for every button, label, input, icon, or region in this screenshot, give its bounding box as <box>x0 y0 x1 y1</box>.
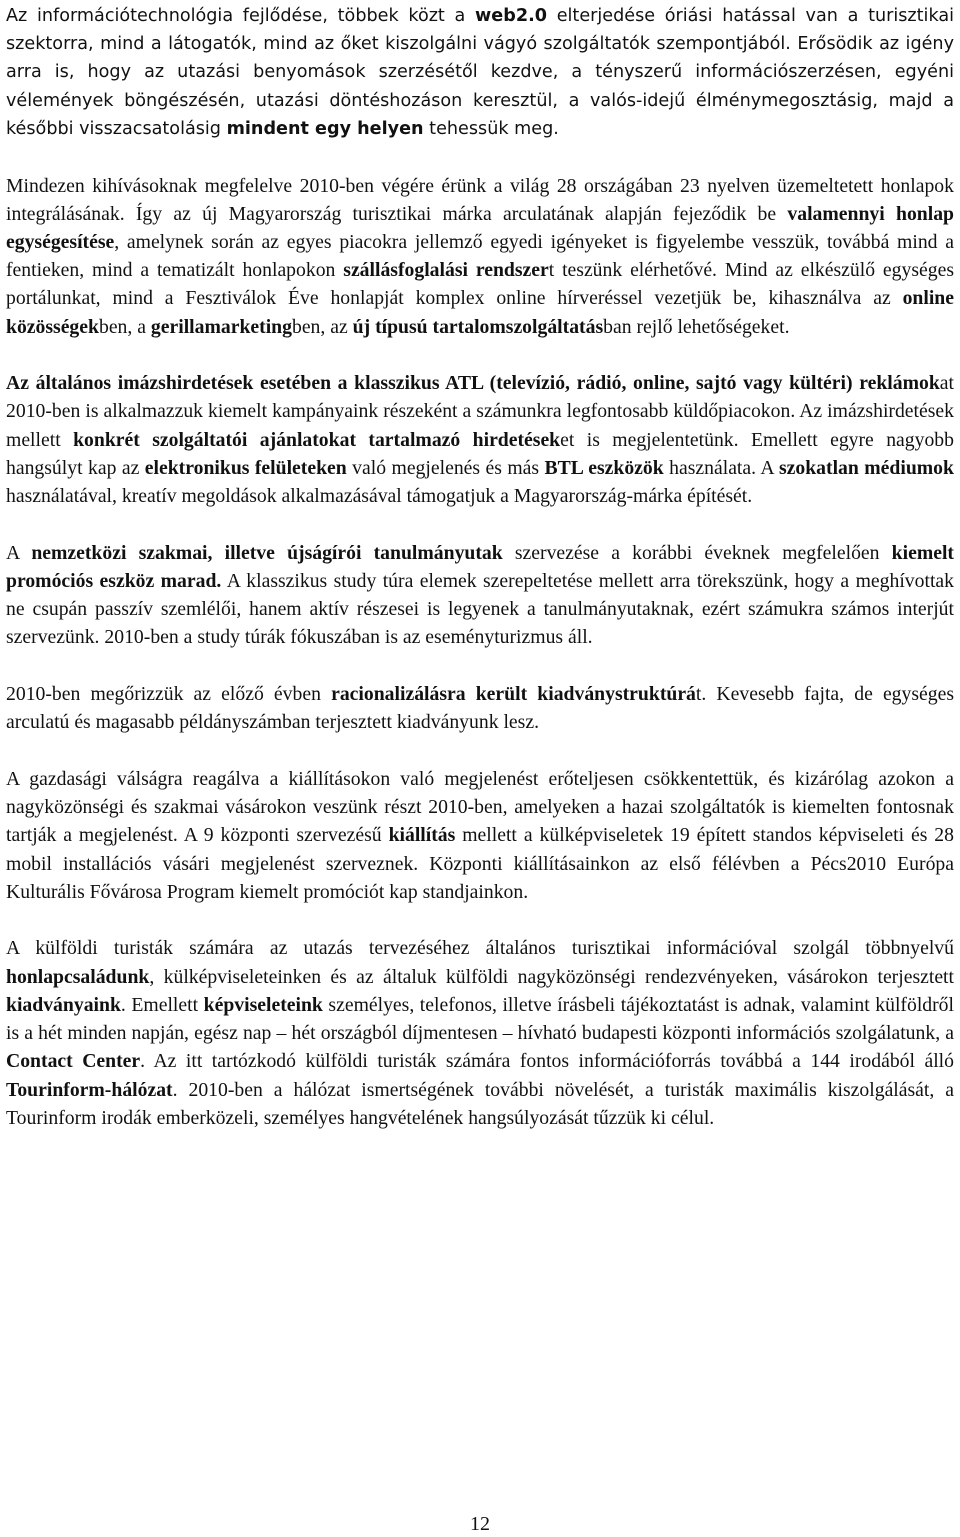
text-run: tehessük meg. <box>423 118 559 139</box>
text-run: A klasszikus study túra elemek szerepeltetése mellett arra törekszünk, hogy a meghívottak ne csupán passzív szemlélői, hanem aktív részesei is legyenek a tanulmányutaknak, ezért számukra számos interjút szervezünk. 2010-ben a study túrák fókuszában is az eseményturizmus áll. <box>6 569 954 649</box>
text-run: ben, az <box>291 315 353 338</box>
paragraph-website-integration <box>6 172 954 341</box>
bold-phrase: kiemelt promóciós eszköz marad. <box>6 541 954 592</box>
text-run: használatával, kreatív megoldások alkalmazásával támogatjuk a Magyarország-márka építését. <box>6 485 753 508</box>
text-run: való megjelenés és más <box>346 456 545 479</box>
text-run: . Emellett <box>120 993 204 1016</box>
text-run: . 2010-ben a hálózat ismertségének további növelését, a turisták maximális kiszolgálását, a Tourinform irodák emberközeli, személyes hangvételének hangsúlyozását tűzzük ki célul. <box>6 1078 954 1129</box>
bold-phrase: új típusú tartalomszolgáltatás <box>352 315 604 338</box>
text-run: t. Kevesebb fajta, de egységes arculatú és magasabb példányszámban terjesztett kiadványunk lesz. <box>6 683 955 734</box>
paragraph-web2 <box>6 2 954 143</box>
text-run: t teszünk elérhetővé. Mind az elkészülő egységes portálunkat, mind a Fesztiválok Éve honlapját komplex online hírveréssel vezetjük be, kihasználva az <box>6 259 954 310</box>
bold-phrase: konkrét szolgáltatói ajánlatokat tartalmazó hirdetések <box>73 428 561 451</box>
page-number: 12 <box>470 1513 490 1535</box>
bold-phrase: nemzetközi szakmai, illetve újságírói tanulmányutak <box>31 541 503 564</box>
bold-phrase: honlapcsaládunk <box>6 965 150 988</box>
bold-phrase: elektronikus felületeken <box>144 456 347 479</box>
text-run: , külképviseleteinken és az általuk külföldi nagyközönségi rendezvényeken, vásárokon terjesztett <box>149 965 954 988</box>
text-run: at 2010-ben is alkalmazzuk kiemelt kampányaink részeként a számunkra legfontosabb küldőpiacokon. Az imázshirdetések mellett <box>6 372 954 451</box>
bold-phrase: mindent egy helyen <box>226 118 424 139</box>
bold-phrase: Contact Center <box>6 1050 141 1073</box>
text-run: használata. A <box>663 456 779 479</box>
bold-phrase: képviseleteink <box>203 993 323 1016</box>
text-run: et is megjelentetünk. Emellett egyre nagyobb hangsúlyt kap az <box>6 428 954 479</box>
paragraph-publications <box>6 680 954 736</box>
bold-phrase: gerillamarketing <box>150 315 292 338</box>
text-run: Mindezen kihívásoknak megfelelve 2010-ben végére érünk a világ 28 országában 23 nyelven üzemeltetett honlapok integrálásának. Így az új Magyarország turisztikai márka arculatának alapján fejeződik be <box>6 174 954 225</box>
bold-phrase: szokatlan médiumok <box>778 456 954 479</box>
bold-phrase: Tourinform-hálózat <box>6 1078 173 1101</box>
paragraph-exhibitions <box>6 765 954 906</box>
text-run: 2010-ben megőrizzük az előző évben <box>6 683 332 706</box>
text-run: A gazdasági válságra reagálva a kiállításokon való megjelenést erőteljesen csökkentettük, és kizárólag azokon a nagyközönségi és szakmai vásárokon veszünk részt 2010-ben, amelyeken a hazai szolgáltatók is kiemelten fontosnak tartják a megjelenést. A 9 központi szervezésű <box>6 767 954 847</box>
bold-phrase: kiadványaink <box>6 993 121 1016</box>
bold-phrase: kiállítás <box>388 824 456 847</box>
text-run: ben, a <box>98 315 151 338</box>
bold-phrase: valamennyi honlap egységesítése <box>6 202 955 253</box>
text-run: A külföldi turisták számára az utazás tervezéséhez általános turisztikai információval szolgál többnyelvű <box>6 937 954 960</box>
document-body <box>6 2 954 1132</box>
bold-phrase: racionalizálásra került kiadványstruktúrá <box>331 683 696 706</box>
text-run: Az információtechnológia fejlődése, többek közt a <box>6 6 476 26</box>
bold-phrase: BTL eszközök <box>544 456 664 479</box>
bold-phrase: Az általános imázshirdetések esetében a klasszikus ATL (televízió, rádió, online, sajtó vagy kültéri) reklámok <box>6 372 940 395</box>
paragraph-image-advertising <box>6 369 954 510</box>
text-run: ban rejlő lehetőségeket. <box>603 315 790 338</box>
text-run: személyes, telefonos, illetve írásbeli tájékoztatást is adnak, valamint külföldről is a hét minden napján, egész nap – hét országból díjmentesen – hívható budapesti központi információs szolgálatunk, a <box>6 993 954 1045</box>
bold-phrase: web2.0 <box>475 6 547 26</box>
paragraph-information-services <box>6 934 954 1131</box>
paragraph-study-tours <box>6 539 954 652</box>
bold-phrase: szállásfoglalási rendszer <box>343 259 549 282</box>
text-run: A <box>6 541 32 564</box>
text-run: . Az itt tartózkodó külföldi turisták számára fontos információforrás továbbá a 144 irodából álló <box>140 1050 954 1073</box>
text-run: elterjedése óriási hatással van a turisztikai szektorra, mind a látogatók, mind az őket kiszolgálni vágyó szolgáltatók szempontjából. Erősödik az igény arra is, hogy az utazási benyomások szerzésétől kezdve, a tényszerű információszerzésen, egyéni vélemények böngészésén, utazási döntéshozáson keresztül, a valós-idejű élménymegosztásig, majd a későbbi visszacsatolásig <box>6 6 954 139</box>
text-run: szervezése a korábbi éveknek megfelelően <box>502 541 892 564</box>
text-run: , amelynek során az egyes piacokra jellemző egyedi igényeket is figyelembe vesszük, továbbá mind a fentieken, mind a tematizált honlapokon <box>6 230 954 282</box>
bold-phrase: online közösségek <box>6 287 954 338</box>
text-run: mellett a külképviseletek 19 épített standos képviseleti és 28 mobil installációs vásári megjelenést szerveznek. Központi kiállításainkon az első félévben a Pécs2010 Európa Kulturális Fővárosa Program kiemelt promóciót kap standjainkon. <box>6 824 954 903</box>
